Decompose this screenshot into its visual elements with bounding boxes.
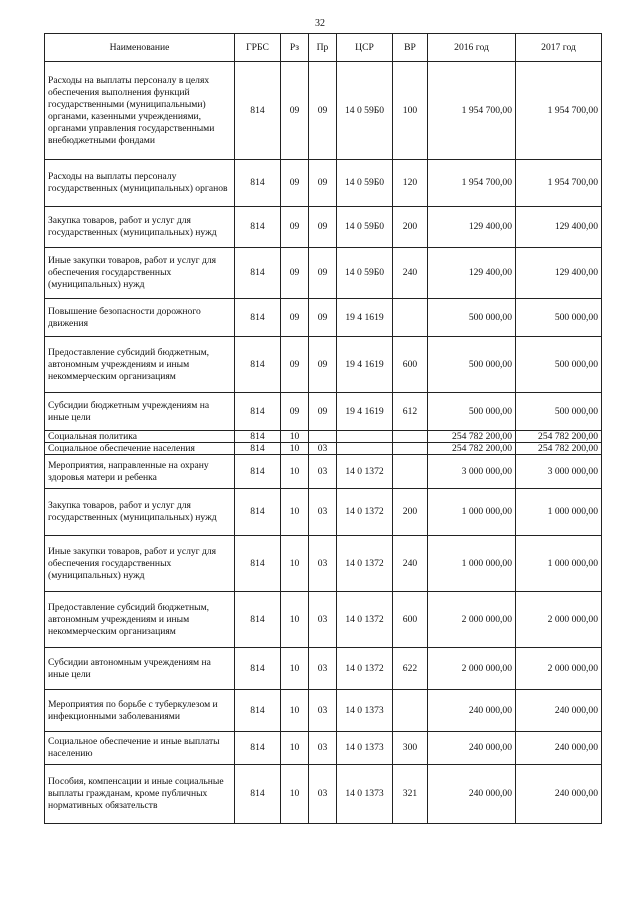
cell-pr: 03 — [309, 765, 337, 824]
cell-grbs: 814 — [235, 431, 281, 443]
cell-2017: 254 782 200,00 — [516, 431, 602, 443]
cell-2017: 240 000,00 — [516, 690, 602, 732]
cell-csr: 14 0 1372 — [337, 536, 393, 592]
cell-pr: 09 — [309, 299, 337, 337]
cell-vr: 300 — [393, 732, 428, 765]
header-2017: 2017 год — [516, 34, 602, 62]
header-rz: Рз — [281, 34, 309, 62]
cell-name: Социальное обеспечение и иные выплаты населению — [45, 732, 235, 765]
table-row — [45, 690, 602, 732]
cell-pr: 03 — [309, 592, 337, 648]
cell-csr — [337, 443, 393, 455]
cell-2016: 129 400,00 — [428, 207, 516, 248]
cell-name: Субсидии автономным учреждениям на иные цели — [45, 648, 235, 690]
cell-vr: 612 — [393, 393, 428, 431]
cell-2017: 240 000,00 — [516, 765, 602, 824]
cell-pr: 09 — [309, 248, 337, 299]
cell-vr: 100 — [393, 62, 428, 160]
cell-grbs: 814 — [235, 443, 281, 455]
cell-vr — [393, 455, 428, 489]
cell-pr: 03 — [309, 648, 337, 690]
cell-pr: 09 — [309, 393, 337, 431]
cell-csr: 14 0 1373 — [337, 732, 393, 765]
cell-csr: 19 4 1619 — [337, 299, 393, 337]
cell-rz: 10 — [281, 690, 309, 732]
cell-rz: 09 — [281, 62, 309, 160]
cell-grbs: 814 — [235, 207, 281, 248]
cell-csr: 14 0 59Б0 — [337, 160, 393, 207]
cell-name: Мероприятия по борьбе с туберкулезом и инфекционными заболеваниями — [45, 690, 235, 732]
table-row — [45, 536, 602, 592]
cell-pr — [309, 431, 337, 443]
cell-csr: 14 0 1373 — [337, 690, 393, 732]
table-row — [45, 489, 602, 536]
cell-csr: 14 0 1372 — [337, 455, 393, 489]
cell-2017: 1 000 000,00 — [516, 536, 602, 592]
table-row — [45, 648, 602, 690]
table-row — [45, 765, 602, 824]
cell-rz: 10 — [281, 732, 309, 765]
cell-pr: 09 — [309, 207, 337, 248]
cell-csr: 14 0 59Б0 — [337, 248, 393, 299]
cell-csr — [337, 431, 393, 443]
cell-vr: 200 — [393, 207, 428, 248]
header-name: Наименование — [45, 34, 235, 62]
cell-pr: 09 — [309, 62, 337, 160]
cell-vr — [393, 443, 428, 455]
cell-csr: 14 0 1372 — [337, 648, 393, 690]
cell-rz: 10 — [281, 648, 309, 690]
cell-name: Расходы на выплаты персоналу в целях обеспечения выполнения функций государственными (муниципальными) органами, казенными учреждениями, органами управления государственными внебюджетными фондами — [45, 62, 235, 160]
header-grbs: ГРБС — [235, 34, 281, 62]
cell-name: Иные закупки товаров, работ и услуг для обеспечения государственных (муниципальных) нужд — [45, 248, 235, 299]
cell-2016: 1 954 700,00 — [428, 160, 516, 207]
cell-grbs: 814 — [235, 536, 281, 592]
cell-rz: 09 — [281, 207, 309, 248]
cell-vr — [393, 690, 428, 732]
header-pr: Пр — [309, 34, 337, 62]
cell-2016: 254 782 200,00 — [428, 431, 516, 443]
cell-grbs: 814 — [235, 592, 281, 648]
cell-2017: 500 000,00 — [516, 393, 602, 431]
cell-csr: 19 4 1619 — [337, 393, 393, 431]
table-row — [45, 443, 602, 455]
cell-2017: 500 000,00 — [516, 337, 602, 393]
cell-grbs: 814 — [235, 690, 281, 732]
page-number: 32 — [315, 18, 325, 29]
cell-grbs: 814 — [235, 765, 281, 824]
cell-name: Пособия, компенсации и иные социальные выплаты гражданам, кроме публичных нормативных обязательств — [45, 765, 235, 824]
table-row — [45, 592, 602, 648]
header-vr: ВР — [393, 34, 428, 62]
cell-grbs: 814 — [235, 489, 281, 536]
cell-grbs: 814 — [235, 160, 281, 207]
cell-name: Иные закупки товаров, работ и услуг для обеспечения государственных (муниципальных) нужд — [45, 536, 235, 592]
cell-vr: 240 — [393, 248, 428, 299]
cell-name: Повышение безопасности дорожного движения — [45, 299, 235, 337]
cell-pr: 03 — [309, 443, 337, 455]
cell-2016: 500 000,00 — [428, 299, 516, 337]
table-row — [45, 207, 602, 248]
cell-vr: 200 — [393, 489, 428, 536]
table-row — [45, 299, 602, 337]
cell-rz: 10 — [281, 592, 309, 648]
cell-2016: 2 000 000,00 — [428, 648, 516, 690]
table-row — [45, 431, 602, 443]
cell-2017: 240 000,00 — [516, 732, 602, 765]
cell-vr: 120 — [393, 160, 428, 207]
cell-2017: 129 400,00 — [516, 248, 602, 299]
cell-csr: 19 4 1619 — [337, 337, 393, 393]
cell-name: Предоставление субсидий бюджетным, автономным учреждениям и иным некоммерческим организациям — [45, 592, 235, 648]
cell-grbs: 814 — [235, 299, 281, 337]
cell-2016: 3 000 000,00 — [428, 455, 516, 489]
cell-vr — [393, 431, 428, 443]
cell-grbs: 814 — [235, 393, 281, 431]
cell-name: Мероприятия, направленные на охрану здоровья матери и ребенка — [45, 455, 235, 489]
cell-pr: 03 — [309, 536, 337, 592]
cell-pr: 03 — [309, 455, 337, 489]
cell-rz: 10 — [281, 765, 309, 824]
cell-rz: 09 — [281, 248, 309, 299]
cell-rz: 10 — [281, 443, 309, 455]
cell-rz: 09 — [281, 299, 309, 337]
cell-rz: 09 — [281, 337, 309, 393]
cell-vr: 622 — [393, 648, 428, 690]
cell-vr — [393, 299, 428, 337]
cell-name: Социальное обеспечение населения — [45, 443, 235, 455]
cell-2016: 500 000,00 — [428, 393, 516, 431]
cell-2017: 3 000 000,00 — [516, 455, 602, 489]
table-row — [45, 160, 602, 207]
cell-2016: 1 954 700,00 — [428, 62, 516, 160]
table-header-row — [45, 34, 602, 62]
header-2016: 2016 год — [428, 34, 516, 62]
cell-2017: 500 000,00 — [516, 299, 602, 337]
cell-vr: 240 — [393, 536, 428, 592]
cell-name: Предоставление субсидий бюджетным, автономным учреждениям и иным некоммерческим организациям — [45, 337, 235, 393]
cell-csr: 14 0 59Б0 — [337, 62, 393, 160]
cell-pr: 09 — [309, 337, 337, 393]
cell-2017: 1 954 700,00 — [516, 62, 602, 160]
cell-name: Расходы на выплаты персоналу государственных (муниципальных) органов — [45, 160, 235, 207]
cell-grbs: 814 — [235, 248, 281, 299]
cell-2016: 254 782 200,00 — [428, 443, 516, 455]
cell-csr: 14 0 1372 — [337, 489, 393, 536]
cell-rz: 10 — [281, 489, 309, 536]
header-csr: ЦСР — [337, 34, 393, 62]
cell-name: Субсидии бюджетным учреждениям на иные цели — [45, 393, 235, 431]
cell-csr: 14 0 1373 — [337, 765, 393, 824]
cell-grbs: 814 — [235, 732, 281, 765]
cell-rz: 10 — [281, 536, 309, 592]
cell-csr: 14 0 59Б0 — [337, 207, 393, 248]
cell-rz: 09 — [281, 160, 309, 207]
cell-name: Социальная политика — [45, 431, 235, 443]
cell-rz: 10 — [281, 455, 309, 489]
cell-grbs: 814 — [235, 455, 281, 489]
table-row — [45, 732, 602, 765]
cell-pr: 03 — [309, 690, 337, 732]
cell-2017: 129 400,00 — [516, 207, 602, 248]
budget-table — [44, 33, 602, 824]
table-row — [45, 248, 602, 299]
cell-2016: 240 000,00 — [428, 765, 516, 824]
cell-2016: 1 000 000,00 — [428, 489, 516, 536]
cell-vr: 600 — [393, 592, 428, 648]
cell-2016: 1 000 000,00 — [428, 536, 516, 592]
cell-name: Закупка товаров, работ и услуг для государственных (муниципальных) нужд — [45, 207, 235, 248]
cell-2016: 240 000,00 — [428, 690, 516, 732]
cell-2016: 129 400,00 — [428, 248, 516, 299]
cell-vr: 321 — [393, 765, 428, 824]
cell-pr: 03 — [309, 732, 337, 765]
cell-2017: 254 782 200,00 — [516, 443, 602, 455]
cell-grbs: 814 — [235, 648, 281, 690]
cell-pr: 09 — [309, 160, 337, 207]
table-row — [45, 455, 602, 489]
cell-rz: 09 — [281, 393, 309, 431]
cell-csr: 14 0 1372 — [337, 592, 393, 648]
cell-name: Закупка товаров, работ и услуг для государственных (муниципальных) нужд — [45, 489, 235, 536]
table-row — [45, 393, 602, 431]
cell-2017: 1 000 000,00 — [516, 489, 602, 536]
table-row — [45, 337, 602, 393]
cell-vr: 600 — [393, 337, 428, 393]
cell-2017: 2 000 000,00 — [516, 592, 602, 648]
cell-grbs: 814 — [235, 337, 281, 393]
cell-2016: 240 000,00 — [428, 732, 516, 765]
cell-2017: 1 954 700,00 — [516, 160, 602, 207]
table-row — [45, 62, 602, 160]
cell-rz: 10 — [281, 431, 309, 443]
cell-grbs: 814 — [235, 62, 281, 160]
cell-2017: 2 000 000,00 — [516, 648, 602, 690]
cell-2016: 500 000,00 — [428, 337, 516, 393]
cell-2016: 2 000 000,00 — [428, 592, 516, 648]
cell-pr: 03 — [309, 489, 337, 536]
